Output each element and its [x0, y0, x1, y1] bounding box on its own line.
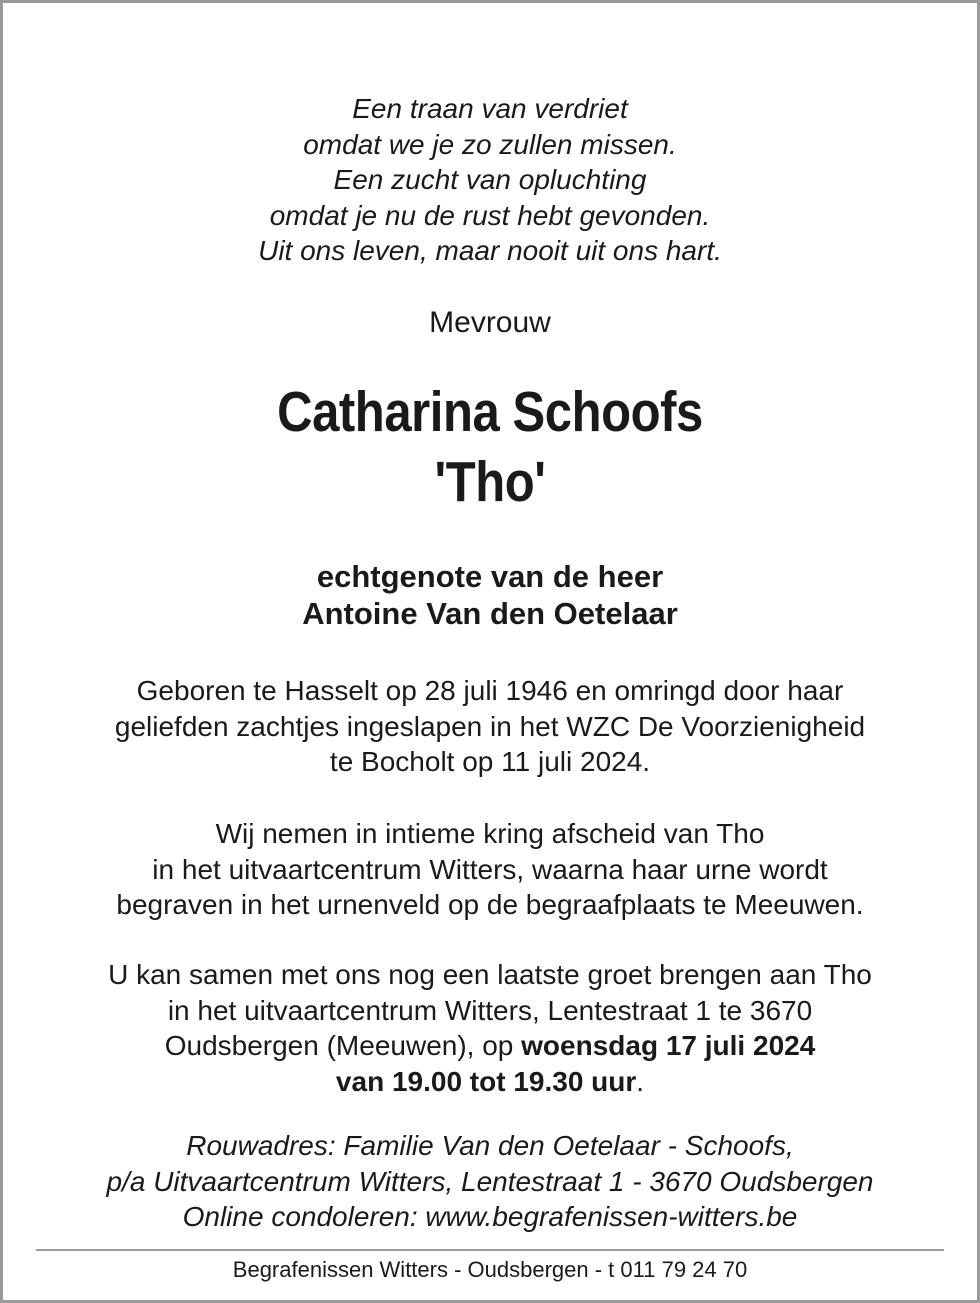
- condolence-website: Online condoleren: www.begrafenissen-witters.be: [182, 1201, 798, 1232]
- visit-paragraph: [3, 957, 977, 1099]
- paragraph-line: [3, 1064, 977, 1100]
- footer-funeral-home: Begrafenissen Witters - Oudsbergen - t 011 79 24 70: [232, 1257, 748, 1282]
- poem-line: Een zucht van opluchting: [333, 164, 647, 195]
- paragraph-line: te Bocholt op 11 juli 2024.: [329, 746, 651, 777]
- poem-line: omdat je nu de rust hebt gevonden.: [269, 199, 711, 231]
- address-line: p/a Uitvaartcentrum Witters, Lentestraat 1 - 3670 Oudsbergen: [106, 1165, 874, 1197]
- address-line: Rouwadres: Familie Van den Oetelaar - Schoofs,: [186, 1130, 794, 1161]
- spouse-name: Antoine Van den Oetelaar: [302, 596, 678, 631]
- spouse-block: [3, 558, 977, 632]
- poem-line: omdat we je zo zullen missen.: [303, 128, 677, 160]
- birth-paragraph: [3, 673, 977, 780]
- spouse-line: echtgenote van de heer: [316, 559, 664, 594]
- poem: [3, 91, 977, 269]
- visit-location-text: Oudsbergen (Meeuwen), op: [164, 1030, 522, 1061]
- paragraph-line: in het uitvaartcentrum Witters, waarna haar urne wordt: [152, 853, 828, 885]
- farewell-paragraph: [3, 816, 977, 923]
- paragraph-line: begraven in het urnenveld op de begraafplaats te Meeuwen.: [116, 889, 864, 920]
- paragraph-line: Geboren te Hasselt op 28 juli 1946 en omringd door haar: [136, 675, 844, 706]
- paragraph-line: geliefden zachtjes ingeslapen in het WZC De Voorzienigheid: [114, 710, 866, 742]
- honorific: Mevrouw: [429, 306, 551, 339]
- visit-time: van 19.00 tot 19.30 uur: [335, 1065, 637, 1097]
- visit-date: woensdag 17 juli 2024: [521, 1030, 816, 1061]
- visit-time-suffix: .: [636, 1065, 645, 1097]
- paragraph-line: [3, 1028, 977, 1064]
- paragraph-line: in het uitvaartcentrum Witters, Lentestraat 1 te 3670: [167, 994, 813, 1026]
- deceased-name-block: [71, 377, 909, 517]
- paragraph-line: Wij nemen in intieme kring afscheid van Tho: [215, 818, 765, 849]
- deceased-full-name: Catharina Schoofs: [277, 380, 703, 444]
- paragraph-line: U kan samen met ons nog een laatste groet brengen aan Tho: [108, 959, 872, 990]
- mourning-address: [3, 1128, 977, 1235]
- footer-divider: [36, 1249, 944, 1251]
- poem-line: Uit ons leven, maar nooit uit ons hart.: [258, 235, 722, 266]
- deceased-nickname: 'Tho': [434, 450, 546, 514]
- poem-line: Een traan van verdriet: [352, 93, 628, 124]
